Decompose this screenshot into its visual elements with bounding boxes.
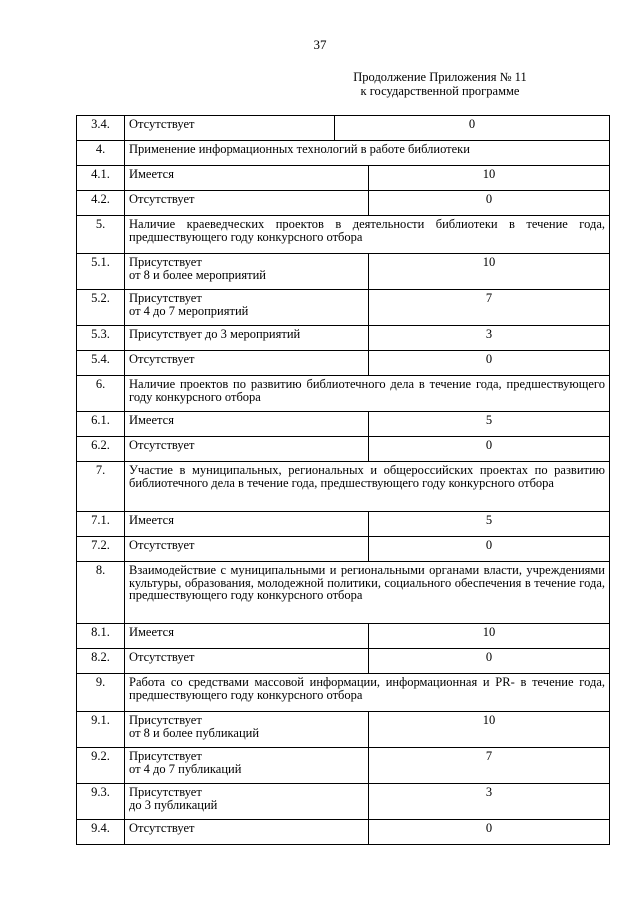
row-number: 4.2. bbox=[77, 191, 125, 216]
appendix-heading bbox=[290, 70, 590, 98]
table-row bbox=[77, 748, 610, 784]
row-number: 5.2. bbox=[77, 290, 125, 326]
row-text: Имеется bbox=[125, 166, 369, 191]
section-title: Применение информационных технологий в работе библиотеки bbox=[125, 141, 610, 166]
row-text-line-1: Присутствует bbox=[129, 255, 202, 269]
table-row bbox=[77, 116, 610, 141]
section-number: 4. bbox=[77, 141, 125, 166]
row-number: 5.4. bbox=[77, 351, 125, 376]
section-number: 6. bbox=[77, 376, 125, 412]
row-text: Отсутствует bbox=[125, 537, 369, 562]
section-number: 9. bbox=[77, 674, 125, 712]
table-row bbox=[77, 290, 610, 326]
row-text-line-2: от 8 и более публикаций bbox=[129, 725, 260, 740]
table-row bbox=[77, 326, 610, 351]
row-text bbox=[125, 748, 369, 784]
row-number: 8.2. bbox=[77, 649, 125, 674]
row-number: 9.4. bbox=[77, 820, 125, 845]
row-text: Присутствует до 3 мероприятий bbox=[125, 326, 369, 351]
row-text-line-1: Присутствует bbox=[129, 291, 202, 305]
table-row bbox=[77, 624, 610, 649]
row-score: 0 bbox=[335, 116, 610, 141]
row-score: 7 bbox=[369, 748, 610, 784]
table-row bbox=[77, 351, 610, 376]
row-score: 5 bbox=[369, 412, 610, 437]
row-score: 7 bbox=[369, 290, 610, 326]
section-row bbox=[77, 462, 610, 512]
row-score: 0 bbox=[369, 649, 610, 674]
section-number: 8. bbox=[77, 562, 125, 624]
section-row bbox=[77, 376, 610, 412]
row-score: 0 bbox=[369, 191, 610, 216]
row-text: Отсутствует bbox=[125, 649, 369, 674]
table-row bbox=[77, 712, 610, 748]
row-score: 0 bbox=[369, 537, 610, 562]
row-text: Отсутствует bbox=[125, 351, 369, 376]
row-text bbox=[125, 784, 369, 820]
section-row bbox=[77, 141, 610, 166]
section-title: Взаимодействие с муниципальными и региональными органами власти, учреждениями культуры, образования, молодежной политики, социального обеспечения в течение года, предшествующего году конкурсного отбора bbox=[125, 562, 610, 624]
row-number: 6.1. bbox=[77, 412, 125, 437]
row-text: Отсутствует bbox=[125, 116, 335, 141]
section-title: Участие в муниципальных, региональных и общероссийских проектах по развитию библиотечного дела в течение года, предшествующего году конкурсного отбора bbox=[125, 462, 610, 512]
row-number: 8.1. bbox=[77, 624, 125, 649]
row-score: 10 bbox=[369, 166, 610, 191]
row-score: 0 bbox=[369, 820, 610, 845]
section-row bbox=[77, 562, 610, 624]
row-score: 10 bbox=[369, 712, 610, 748]
row-score: 10 bbox=[369, 254, 610, 290]
section-number: 7. bbox=[77, 462, 125, 512]
section-number: 5. bbox=[77, 216, 125, 254]
row-text bbox=[125, 712, 369, 748]
appendix-heading-line-2: к государственной программе bbox=[360, 84, 520, 98]
row-text-line-2: от 4 до 7 публикаций bbox=[129, 761, 242, 776]
row-number: 4.1. bbox=[77, 166, 125, 191]
table-row bbox=[77, 191, 610, 216]
section-title: Работа со средствами массовой информации, информационная и PR- в течение года, предшествующего году конкурсного отбора bbox=[125, 674, 610, 712]
appendix-heading-line-1: Продолжение Приложения № 11 bbox=[353, 70, 527, 84]
row-text-line-2: от 4 до 7 мероприятий bbox=[129, 303, 249, 318]
table-row bbox=[77, 649, 610, 674]
row-score: 0 bbox=[369, 437, 610, 462]
row-text-line-2: до 3 публикаций bbox=[129, 797, 218, 812]
row-number: 9.3. bbox=[77, 784, 125, 820]
section-title: Наличие проектов по развитию библиотечного дела в течение года, предшествующего году конкурсного отбора bbox=[125, 376, 610, 412]
page-number: 37 bbox=[313, 37, 327, 52]
row-text bbox=[125, 254, 369, 290]
table-row bbox=[77, 820, 610, 845]
row-text-line-1: Присутствует bbox=[129, 749, 202, 763]
row-text-line-2: от 8 и более мероприятий bbox=[129, 267, 266, 282]
table-row bbox=[77, 537, 610, 562]
row-number: 9.2. bbox=[77, 748, 125, 784]
table-row bbox=[77, 437, 610, 462]
row-number: 9.1. bbox=[77, 712, 125, 748]
row-text-line-1: Присутствует bbox=[129, 785, 202, 799]
section-title: Наличие краеведческих проектов в деятельности библиотеки в течение года, предшествующего году конкурсного отбора bbox=[125, 216, 610, 254]
row-text: Имеется bbox=[125, 412, 369, 437]
table-row bbox=[77, 512, 610, 537]
row-number: 3.4. bbox=[77, 116, 125, 141]
row-number: 7.1. bbox=[77, 512, 125, 537]
section-row bbox=[77, 674, 610, 712]
row-score: 3 bbox=[369, 784, 610, 820]
table-row bbox=[77, 254, 610, 290]
table-row bbox=[77, 412, 610, 437]
row-score: 5 bbox=[369, 512, 610, 537]
row-number: 5.3. bbox=[77, 326, 125, 351]
row-text-line-1: Присутствует bbox=[129, 713, 202, 727]
row-text: Имеется bbox=[125, 512, 369, 537]
row-text: Отсутствует bbox=[125, 820, 369, 845]
row-number: 7.2. bbox=[77, 537, 125, 562]
table-row bbox=[77, 166, 610, 191]
row-score: 3 bbox=[369, 326, 610, 351]
row-text: Отсутствует bbox=[125, 191, 369, 216]
row-text: Имеется bbox=[125, 624, 369, 649]
row-number: 5.1. bbox=[77, 254, 125, 290]
table-row bbox=[77, 784, 610, 820]
criteria-table bbox=[76, 115, 610, 845]
row-score: 0 bbox=[369, 351, 610, 376]
row-number: 6.2. bbox=[77, 437, 125, 462]
row-text bbox=[125, 290, 369, 326]
row-text: Отсутствует bbox=[125, 437, 369, 462]
section-row bbox=[77, 216, 610, 254]
row-score: 10 bbox=[369, 624, 610, 649]
